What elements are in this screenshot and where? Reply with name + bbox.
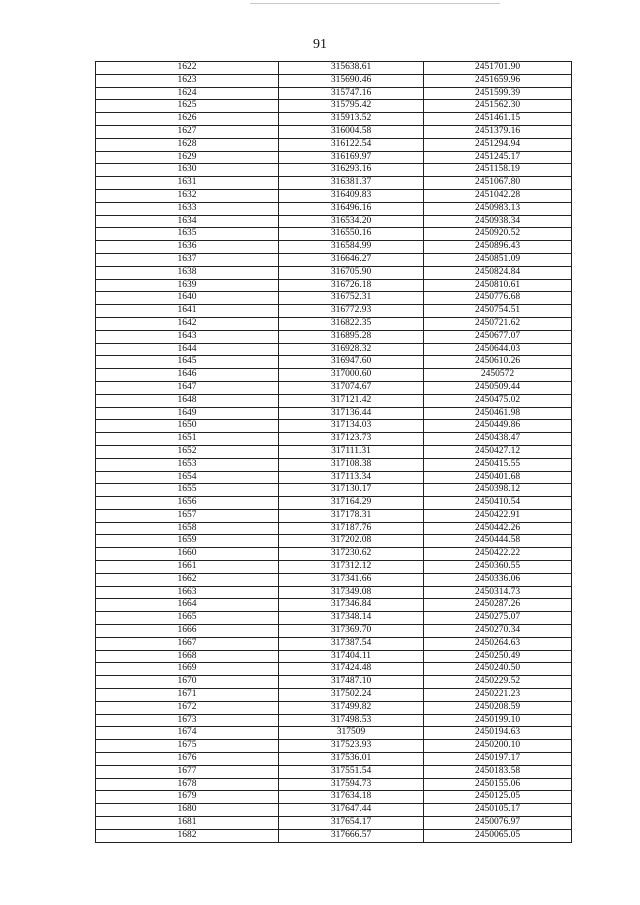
point-number-cell: 1674 [96, 727, 279, 740]
point-number-cell: 1662 [96, 573, 279, 586]
y-coordinate-cell: 2450449.86 [424, 420, 572, 433]
table-row [96, 228, 572, 241]
y-coordinate-cell: 2450851.09 [424, 253, 572, 266]
y-coordinate-cell: 2451701.90 [424, 62, 572, 75]
table-row [96, 445, 572, 458]
y-coordinate-cell: 2450229.52 [424, 676, 572, 689]
y-coordinate-cell: 2450920.52 [424, 228, 572, 241]
table-row [96, 471, 572, 484]
y-coordinate-cell: 2450461.98 [424, 407, 572, 420]
table-row [96, 637, 572, 650]
point-number-cell: 1637 [96, 253, 279, 266]
table-row [96, 305, 572, 318]
table-row [96, 778, 572, 791]
point-number-cell: 1655 [96, 484, 279, 497]
x-coordinate-cell: 317634.18 [279, 791, 424, 804]
point-number-cell: 1661 [96, 561, 279, 574]
point-number-cell: 1654 [96, 471, 279, 484]
y-coordinate-cell: 2450314.73 [424, 586, 572, 599]
y-coordinate-cell: 2450422.22 [424, 548, 572, 561]
x-coordinate-cell: 316895.28 [279, 330, 424, 343]
point-number-cell: 1668 [96, 650, 279, 663]
y-coordinate-cell: 2450572 [424, 369, 572, 382]
y-coordinate-cell: 2450938.34 [424, 215, 572, 228]
x-coordinate-cell: 315747.16 [279, 87, 424, 100]
table-row [96, 586, 572, 599]
x-coordinate-cell: 315795.42 [279, 100, 424, 113]
x-coordinate-cell: 316496.16 [279, 202, 424, 215]
y-coordinate-cell: 2450677.07 [424, 330, 572, 343]
table-row [96, 599, 572, 612]
point-number-cell: 1681 [96, 817, 279, 830]
x-coordinate-cell: 316293.16 [279, 164, 424, 177]
table-row [96, 356, 572, 369]
x-coordinate-cell: 317666.57 [279, 829, 424, 842]
x-coordinate-cell: 317387.54 [279, 637, 424, 650]
point-number-cell: 1644 [96, 343, 279, 356]
point-number-cell: 1627 [96, 125, 279, 138]
table-row [96, 113, 572, 126]
x-coordinate-cell: 316004.58 [279, 125, 424, 138]
point-number-cell: 1665 [96, 612, 279, 625]
y-coordinate-cell: 2451461.15 [424, 113, 572, 126]
table-row [96, 433, 572, 446]
point-number-cell: 1676 [96, 753, 279, 766]
x-coordinate-cell: 317487.10 [279, 676, 424, 689]
x-coordinate-cell: 317346.84 [279, 599, 424, 612]
x-coordinate-cell: 317341.66 [279, 573, 424, 586]
y-coordinate-cell: 2450287.26 [424, 599, 572, 612]
point-number-cell: 1651 [96, 433, 279, 446]
point-number-cell: 1663 [96, 586, 279, 599]
point-number-cell: 1626 [96, 113, 279, 126]
point-number-cell: 1666 [96, 625, 279, 638]
y-coordinate-cell: 2450610.26 [424, 356, 572, 369]
x-coordinate-cell: 316752.31 [279, 292, 424, 305]
table-row [96, 381, 572, 394]
point-number-cell: 1630 [96, 164, 279, 177]
y-coordinate-cell: 2450410.54 [424, 497, 572, 510]
table-row [96, 804, 572, 817]
y-coordinate-cell: 2450270.34 [424, 625, 572, 638]
table-row [96, 753, 572, 766]
point-number-cell: 1648 [96, 394, 279, 407]
point-number-cell: 1652 [96, 445, 279, 458]
y-coordinate-cell: 2451379.16 [424, 125, 572, 138]
y-coordinate-cell: 2450422.91 [424, 509, 572, 522]
y-coordinate-cell: 2450509.44 [424, 381, 572, 394]
point-number-cell: 1645 [96, 356, 279, 369]
point-number-cell: 1624 [96, 87, 279, 100]
y-coordinate-cell: 2450336.06 [424, 573, 572, 586]
y-coordinate-cell: 2450415.55 [424, 458, 572, 471]
point-number-cell: 1641 [96, 305, 279, 318]
table-row [96, 279, 572, 292]
point-number-cell: 1678 [96, 778, 279, 791]
y-coordinate-cell: 2450194.63 [424, 727, 572, 740]
table-row [96, 253, 572, 266]
x-coordinate-cell: 316409.83 [279, 189, 424, 202]
x-coordinate-cell: 317369.70 [279, 625, 424, 638]
x-coordinate-cell: 315690.46 [279, 74, 424, 87]
table-row [96, 87, 572, 100]
x-coordinate-cell: 316772.93 [279, 305, 424, 318]
table-row [96, 62, 572, 75]
x-coordinate-cell: 315638.61 [279, 62, 424, 75]
top-divider [250, 3, 500, 4]
x-coordinate-cell: 317108.38 [279, 458, 424, 471]
table-row [96, 522, 572, 535]
x-coordinate-cell: 317000.60 [279, 369, 424, 382]
table-row [96, 241, 572, 254]
table-row [96, 292, 572, 305]
x-coordinate-cell: 317230.62 [279, 548, 424, 561]
point-number-cell: 1673 [96, 714, 279, 727]
point-number-cell: 1675 [96, 740, 279, 753]
y-coordinate-cell: 2450896.43 [424, 241, 572, 254]
x-coordinate-cell: 316584.99 [279, 241, 424, 254]
table-row [96, 151, 572, 164]
y-coordinate-cell: 2451158.19 [424, 164, 572, 177]
x-coordinate-cell: 316381.37 [279, 177, 424, 190]
table-row [96, 829, 572, 842]
point-number-cell: 1682 [96, 829, 279, 842]
y-coordinate-cell: 2450444.58 [424, 535, 572, 548]
x-coordinate-cell: 317123.73 [279, 433, 424, 446]
y-coordinate-cell: 2450221.23 [424, 689, 572, 702]
x-coordinate-cell: 316726.18 [279, 279, 424, 292]
point-number-cell: 1640 [96, 292, 279, 305]
point-number-cell: 1633 [96, 202, 279, 215]
y-coordinate-cell: 2450183.58 [424, 765, 572, 778]
table-row [96, 676, 572, 689]
table-row [96, 509, 572, 522]
table-row [96, 394, 572, 407]
table-row [96, 407, 572, 420]
page-number: 91 [313, 37, 327, 52]
y-coordinate-cell: 2451562.30 [424, 100, 572, 113]
table-row [96, 100, 572, 113]
point-number-cell: 1653 [96, 458, 279, 471]
table-row [96, 573, 572, 586]
table-row [96, 625, 572, 638]
point-number-cell: 1650 [96, 420, 279, 433]
x-coordinate-cell: 316928.32 [279, 343, 424, 356]
point-number-cell: 1660 [96, 548, 279, 561]
table-row [96, 420, 572, 433]
point-number-cell: 1625 [96, 100, 279, 113]
point-number-cell: 1632 [96, 189, 279, 202]
x-coordinate-cell: 317502.24 [279, 689, 424, 702]
y-coordinate-cell: 2451245.17 [424, 151, 572, 164]
table-row [96, 369, 572, 382]
y-coordinate-cell: 2451659.96 [424, 74, 572, 87]
y-coordinate-cell: 2450197.17 [424, 753, 572, 766]
point-number-cell: 1664 [96, 599, 279, 612]
y-coordinate-cell: 2450360.55 [424, 561, 572, 574]
table-row [96, 817, 572, 830]
table-row [96, 791, 572, 804]
y-coordinate-cell: 2450824.84 [424, 266, 572, 279]
x-coordinate-cell: 316169.97 [279, 151, 424, 164]
x-coordinate-cell: 316534.20 [279, 215, 424, 228]
point-number-cell: 1642 [96, 317, 279, 330]
point-number-cell: 1629 [96, 151, 279, 164]
table-row [96, 740, 572, 753]
point-number-cell: 1671 [96, 689, 279, 702]
y-coordinate-cell: 2450125.05 [424, 791, 572, 804]
x-coordinate-cell: 317523.93 [279, 740, 424, 753]
x-coordinate-cell: 317594.73 [279, 778, 424, 791]
point-number-cell: 1658 [96, 522, 279, 535]
y-coordinate-cell: 2450250.49 [424, 650, 572, 663]
x-coordinate-cell: 317134.03 [279, 420, 424, 433]
table-row [96, 215, 572, 228]
x-coordinate-cell: 316646.27 [279, 253, 424, 266]
x-coordinate-cell: 317654.17 [279, 817, 424, 830]
table-row [96, 189, 572, 202]
table-row [96, 266, 572, 279]
x-coordinate-cell: 317113.34 [279, 471, 424, 484]
y-coordinate-cell: 2451042.28 [424, 189, 572, 202]
point-number-cell: 1638 [96, 266, 279, 279]
y-coordinate-cell: 2450475.02 [424, 394, 572, 407]
point-number-cell: 1679 [96, 791, 279, 804]
x-coordinate-cell: 317074.67 [279, 381, 424, 394]
point-number-cell: 1639 [96, 279, 279, 292]
point-number-cell: 1636 [96, 241, 279, 254]
x-coordinate-cell: 317404.11 [279, 650, 424, 663]
x-coordinate-cell: 316947.60 [279, 356, 424, 369]
y-coordinate-cell: 2450105.17 [424, 804, 572, 817]
point-number-cell: 1622 [96, 62, 279, 75]
y-coordinate-cell: 2450721.62 [424, 317, 572, 330]
point-number-cell: 1667 [96, 637, 279, 650]
y-coordinate-cell: 2450200.10 [424, 740, 572, 753]
point-number-cell: 1643 [96, 330, 279, 343]
table-row [96, 497, 572, 510]
coordinates-table [95, 61, 572, 843]
x-coordinate-cell: 317647.44 [279, 804, 424, 817]
y-coordinate-cell: 2450401.68 [424, 471, 572, 484]
y-coordinate-cell: 2450208.59 [424, 701, 572, 714]
point-number-cell: 1634 [96, 215, 279, 228]
table-row [96, 561, 572, 574]
table-row [96, 484, 572, 497]
x-coordinate-cell: 317178.31 [279, 509, 424, 522]
table-row [96, 650, 572, 663]
table-row [96, 548, 572, 561]
table-row [96, 164, 572, 177]
y-coordinate-cell: 2450065.05 [424, 829, 572, 842]
x-coordinate-cell: 317348.14 [279, 612, 424, 625]
point-number-cell: 1680 [96, 804, 279, 817]
y-coordinate-cell: 2450155.06 [424, 778, 572, 791]
x-coordinate-cell: 315913.52 [279, 113, 424, 126]
x-coordinate-cell: 317136.44 [279, 407, 424, 420]
point-number-cell: 1677 [96, 765, 279, 778]
table-row [96, 317, 572, 330]
table-row [96, 663, 572, 676]
y-coordinate-cell: 2451599.39 [424, 87, 572, 100]
table-row [96, 765, 572, 778]
x-coordinate-cell: 316550.16 [279, 228, 424, 241]
x-coordinate-cell: 316122.54 [279, 138, 424, 151]
x-coordinate-cell: 317121.42 [279, 394, 424, 407]
y-coordinate-cell: 2450810.61 [424, 279, 572, 292]
x-coordinate-cell: 317202.08 [279, 535, 424, 548]
y-coordinate-cell: 2450076.97 [424, 817, 572, 830]
y-coordinate-cell: 2450264.63 [424, 637, 572, 650]
x-coordinate-cell: 317498.53 [279, 714, 424, 727]
table-row [96, 458, 572, 471]
point-number-cell: 1623 [96, 74, 279, 87]
y-coordinate-cell: 2451294.94 [424, 138, 572, 151]
y-coordinate-cell: 2451067.80 [424, 177, 572, 190]
x-coordinate-cell: 317424.48 [279, 663, 424, 676]
y-coordinate-cell: 2450398.12 [424, 484, 572, 497]
x-coordinate-cell: 317164.29 [279, 497, 424, 510]
x-coordinate-cell: 317187.76 [279, 522, 424, 535]
x-coordinate-cell: 317509 [279, 727, 424, 740]
x-coordinate-cell: 317499.82 [279, 701, 424, 714]
y-coordinate-cell: 2450240.50 [424, 663, 572, 676]
table-row [96, 125, 572, 138]
coordinates-table-body [96, 62, 572, 843]
table-row [96, 138, 572, 151]
x-coordinate-cell: 317349.08 [279, 586, 424, 599]
point-number-cell: 1670 [96, 676, 279, 689]
y-coordinate-cell: 2450983.13 [424, 202, 572, 215]
point-number-cell: 1646 [96, 369, 279, 382]
point-number-cell: 1657 [96, 509, 279, 522]
x-coordinate-cell: 317130.17 [279, 484, 424, 497]
table-row [96, 727, 572, 740]
table-row [96, 74, 572, 87]
point-number-cell: 1669 [96, 663, 279, 676]
y-coordinate-cell: 2450199.10 [424, 714, 572, 727]
y-coordinate-cell: 2450776.68 [424, 292, 572, 305]
x-coordinate-cell: 316705.90 [279, 266, 424, 279]
point-number-cell: 1659 [96, 535, 279, 548]
x-coordinate-cell: 317312.12 [279, 561, 424, 574]
table-row [96, 330, 572, 343]
table-row [96, 612, 572, 625]
x-coordinate-cell: 317551.54 [279, 765, 424, 778]
point-number-cell: 1672 [96, 701, 279, 714]
table-row [96, 202, 572, 215]
x-coordinate-cell: 317536.01 [279, 753, 424, 766]
point-number-cell: 1647 [96, 381, 279, 394]
table-row [96, 535, 572, 548]
y-coordinate-cell: 2450644.03 [424, 343, 572, 356]
x-coordinate-cell: 317111.31 [279, 445, 424, 458]
table-row [96, 343, 572, 356]
y-coordinate-cell: 2450438.47 [424, 433, 572, 446]
y-coordinate-cell: 2450442.26 [424, 522, 572, 535]
table-row [96, 701, 572, 714]
y-coordinate-cell: 2450275.07 [424, 612, 572, 625]
point-number-cell: 1656 [96, 497, 279, 510]
table-row [96, 689, 572, 702]
table-row [96, 177, 572, 190]
y-coordinate-cell: 2450427.12 [424, 445, 572, 458]
point-number-cell: 1649 [96, 407, 279, 420]
point-number-cell: 1635 [96, 228, 279, 241]
point-number-cell: 1628 [96, 138, 279, 151]
x-coordinate-cell: 316822.35 [279, 317, 424, 330]
table-row [96, 714, 572, 727]
y-coordinate-cell: 2450754.51 [424, 305, 572, 318]
point-number-cell: 1631 [96, 177, 279, 190]
